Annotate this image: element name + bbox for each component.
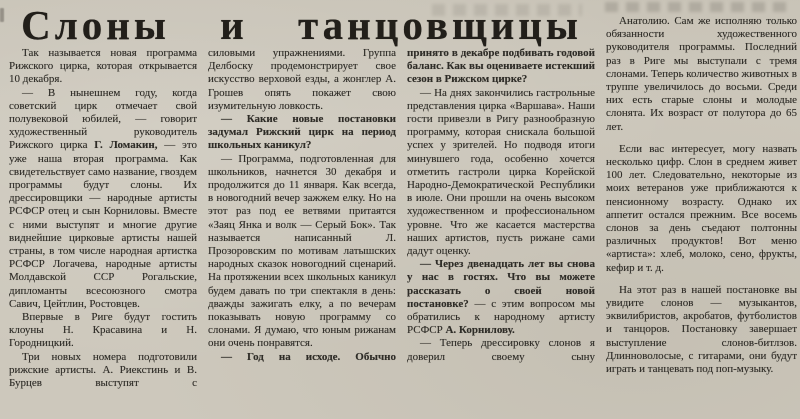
text-run: Так называется новая программа Рижского цирка, которая открывается 10 декабря. — [9, 47, 197, 86]
text-run: — Через двенадцать лет вы снова у нас в гостях. Что вы можете рассказать о своей новой постановке? — [407, 258, 595, 310]
paragraph — [606, 15, 797, 134]
paragraph — [9, 351, 197, 391]
text-run: — это уже наша вторая программа. Как свидетельствует само название, гвоздем программы будут слоны. Их дрессировщики — народные артисты РСФСР отец и сын Корниловы. Вместе с ними выступят и многие другие виднейшие цирковые артисты нашей страны, в том числе народная артистка РСФСР Логачева, народные артисты Молдавской ССР Рогальские, дипломанты всесоюзного смотра Савич, Цейтлин, Ростовцев. — [9, 139, 197, 310]
interview-question — [208, 113, 396, 153]
text-run: — Теперь дрессировку слонов я доверил своему сыну — [407, 337, 595, 363]
paragraph — [9, 311, 197, 351]
paragraph — [9, 47, 197, 87]
text-column-3 — [407, 47, 595, 419]
interview-question — [407, 47, 595, 87]
text-run: Впервые в Риге будут гостить клоуны Н. Красавина и Н. Городницкий. — [9, 311, 197, 350]
paragraph — [208, 153, 396, 351]
text-run: Если вас интересует, могу назвать несколько цифр. Слон в среднем живет 100 лет. Следовательно, некоторые из моих ветеранов уже приближаются к пенсионному возрасту. Однако их аппетит остался прежним. Все восемь слонов за день съедают полтонны различных продуктов! Вот меню «артиста»: хлеб, молоко, сено, фрукты, кефир и т. д. — [606, 142, 797, 274]
text-column-2 — [208, 47, 396, 419]
paragraph — [606, 143, 797, 275]
text-column-1 — [9, 47, 197, 419]
text-run: силовыми упражнениями. Группа Делбоску продемонстрирует свое искусство верховой езды, а жонглер А. Грошев опять покажет свою изумительную ловкость. — [208, 47, 396, 112]
paragraph — [606, 284, 797, 376]
person-name: Г. Ломакин, — [94, 139, 158, 152]
text-run: — Программа, подготовленная для школьников, начнется 30 декабря и продолжится до 11 января. Как всегда, в новогодний вечер зажжем елку. Но на этот раз под ее ветвями притаятся «Заяц Янка и волк — Серый Бок». Так называется написанный Л. Прозоровским по мотивам латышских народных сказок новогодний сценарий. На протяжении всех школьных каникул будем давать по три спектакля в день: дважды зажигать елку, а по вечерам показывать новую программу со слонами. Я думаю, что юным рижанам они очень понравятся. — [208, 152, 396, 350]
text-run: — На днях закончились гастрольные представления цирка «Варшава». Наши гости привезли в Ригу разнообразную программу, которая снискала большой успех у зрителей. Но подводя итоги минувшего года, особенно хочется отметить гастроли цирка Корейской Народно-Демократической Республики в июле. Они прошли на очень высоком художественном и профессиональном уровне. Что же касается мастерства наших артистов, пусть рижане сами дадут оценку. — [407, 86, 595, 258]
article-title: Слоны и танцовщицы — [21, 2, 582, 48]
interview-question — [407, 258, 595, 337]
headline-and-columns — [9, 0, 594, 419]
interview-question — [208, 351, 396, 364]
text-run: — с этим вопросом мы обратились к народному артисту РСФСР — [407, 297, 595, 337]
column-group — [9, 47, 594, 419]
text-run: — Год на исходе. Обычно — [221, 350, 396, 363]
text-run: — Какие новые постановки задумал Рижский цирк на период школьных каникул? — [208, 113, 396, 152]
text-column-4 — [606, 0, 797, 419]
text-run: Три новых номера подготовили рижские артисты. А. Риекстинь и В. Бурцев выступят с — [9, 350, 197, 390]
paragraph — [208, 47, 396, 113]
text-run: — В нынешнем году, когда советский цирк отмечает свой полувековой юбилей, — говорит художественный руководитель Рижского цирка — [9, 86, 197, 152]
text-run: принято в декабре подбивать годовой баланс. Как вы оцениваете истекший сезон в Рижском цирке? — [407, 47, 595, 86]
text-run: На этот раз в нашей постановке вы увидите слонов — музыкантов, эквилибристов, акробатов, футболистов и танцоров. Постановку завершает выступление слонов-битлзов. Длинноволосые, с гитарами, они будут играть и танцевать под поп-музыку. — [606, 283, 797, 376]
paragraph — [407, 87, 595, 259]
paragraph — [9, 87, 197, 311]
text-run: Анатолию. Сам же исполняю только обязанности художественного руководителя программы. Последний раз в Риге мы выступали с тремя слонами. Теперь количество животных в труппе увеличилось до восьми. Среди них есть старые слоны и молодые слонята. Их возраст от полутора до 65 лет. — [606, 15, 797, 133]
person-name: А. Корнилову. — [445, 324, 515, 337]
paragraph — [407, 337, 595, 363]
